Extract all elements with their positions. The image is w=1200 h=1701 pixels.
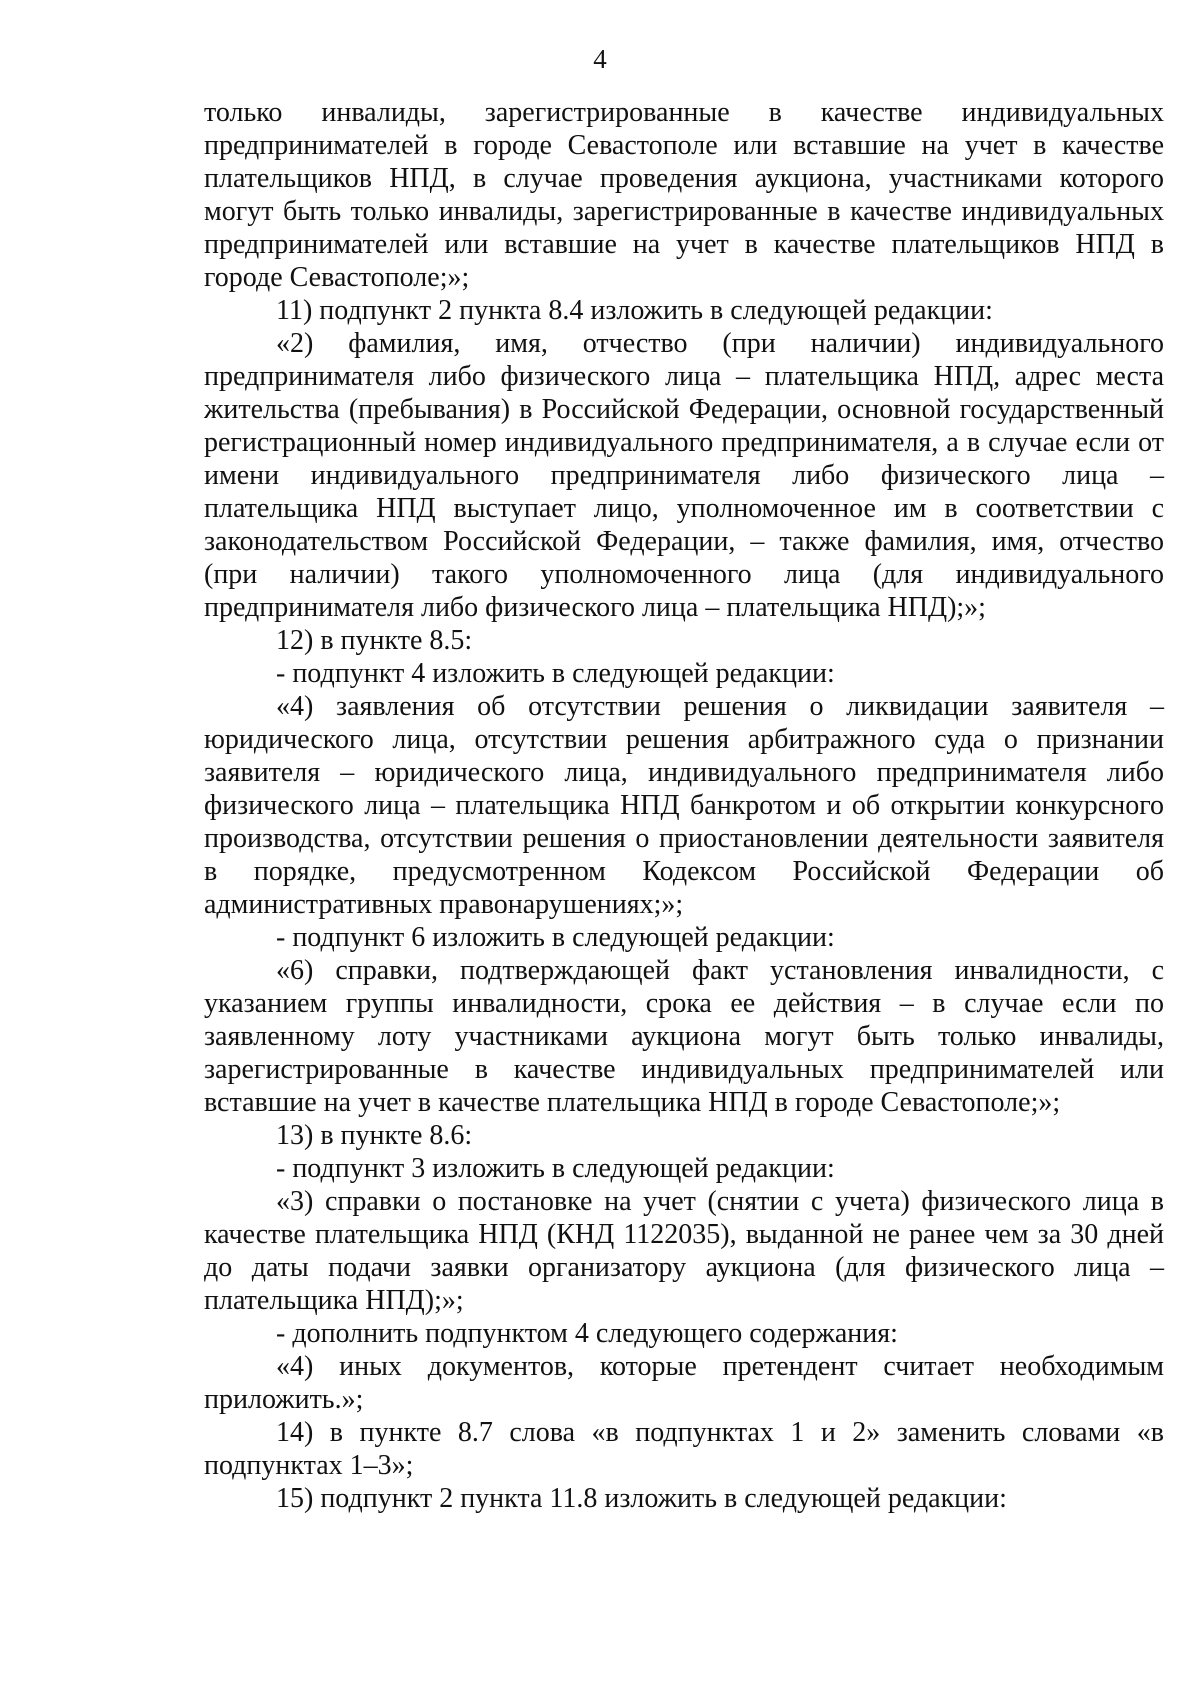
paragraph: 14) в пункте 8.7 слова «в подпунктах 1 и 2» заменить словами «в подпунктах 1–3»; xyxy=(204,1417,1164,1481)
paragraph: «4) заявления об отсутствии решения о ликвидации заявителя – юридического лица, отсутствии решения арбитражного суда о признании заявителя – юридического лица, индивидуального предпринимателя либо физического лица – плательщика НПД банкротом и об открытии конкурсного производства, отсутствии решения о приостановлении деятельности заявителя в порядке, предусмотренном Кодексом Российской Федерации об административных правонарушениях;»; xyxy=(204,691,1164,920)
paragraph: 15) подпункт 2 пункта 11.8 изложить в следующей редакции: xyxy=(276,1483,1007,1514)
paragraph: «4) иных документов, которые претендент считает необходимым приложить.»; xyxy=(204,1351,1164,1415)
page-number: 4 xyxy=(593,44,607,74)
paragraph: 12) в пункте 8.5: xyxy=(276,625,473,656)
paragraph: «2) фамилия, имя, отчество (при наличии) индивидуального предпринимателя либо физического лица – плательщика НПД, адрес места жительства (пребывания) в Российской Федерации, основной государственный регистрационный номер индивидуального предпринимателя, а в случае если от имени индивидуального предпринимателя либо физического лица – плательщика НПД выступает лицо, уполномоченное им в соответствии с законодательством Российской Федерации, – также фамилия, имя, отчество (при наличии) такого уполномоченного лица (для индивидуального предпринимателя либо физического лица – плательщика НПД);»; xyxy=(204,328,1164,623)
paragraph: «6) справки, подтверждающей факт установления инвалидности, с указанием группы инвалидности, срока ее действия – в случае если по заявленному лоту участниками аукциона могут быть только инвалиды, зарегистрированные в качестве индивидуальных предпринимателей или вставшие на учет в качестве плательщика НПД в городе Севастополе;»; xyxy=(204,955,1164,1118)
paragraph: - подпункт 6 изложить в следующей редакции: xyxy=(276,922,835,953)
paragraph: 13) в пункте 8.6: xyxy=(276,1120,473,1151)
paragraph: - подпункт 3 изложить в следующей редакции: xyxy=(276,1153,835,1184)
paragraph: - подпункт 4 изложить в следующей редакции: xyxy=(276,658,835,689)
paragraph: «3) справки о постановке на учет (снятии с учета) физического лица в качестве плательщика НПД (КНД 1122035), выданной не ранее чем за 30 дней до даты подачи заявки организатору аукциона (для физического лица – плательщика НПД);»; xyxy=(204,1186,1164,1316)
paragraph: 11) подпункт 2 пункта 8.4 изложить в следующей редакции: xyxy=(276,295,993,326)
document-body xyxy=(204,96,1164,1515)
paragraph: только инвалиды, зарегистрированные в качестве индивидуальных предпринимателей в городе Севастополе или вставшие на учет в качестве плательщиков НПД, в случае проведения аукциона, участниками которого могут быть только инвалиды, зарегистрированные в качестве индивидуальных предпринимателей или вставшие на учет в качестве плательщиков НПД в городе Севастополе;»; xyxy=(204,97,1164,293)
paragraph: - дополнить подпунктом 4 следующего содержания: xyxy=(276,1318,898,1349)
